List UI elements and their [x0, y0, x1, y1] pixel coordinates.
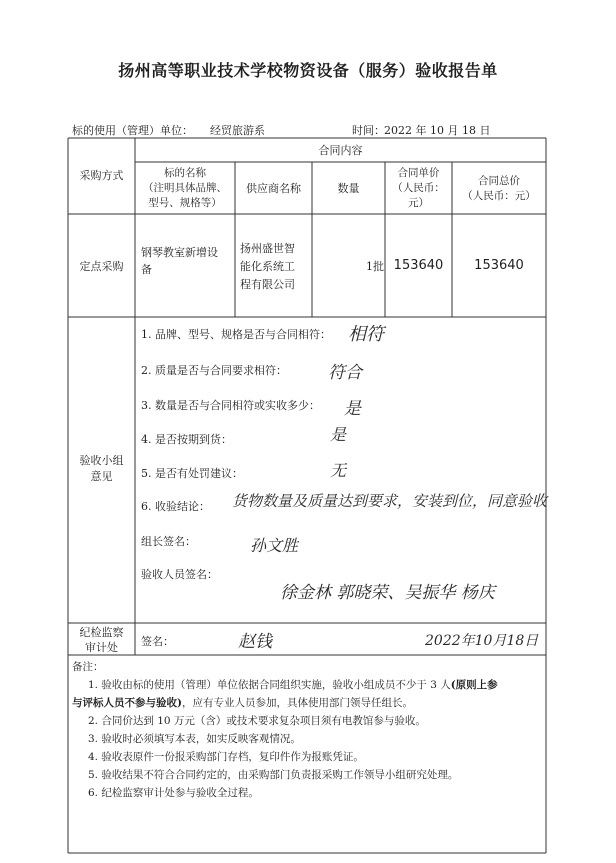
row-supplier: 扬州盛世智 能化系统工 程有限公司 [240, 242, 295, 291]
note-1: 1. 验收由标的使用（管理）单位依据合同组织实施，验收小组成员不少于 3 人(原则上参 [88, 679, 498, 691]
notes-heading: 备注： [72, 661, 104, 673]
time-value: 2022 年 10 月 18 日 [384, 124, 491, 137]
answer-brand: 相符 [348, 324, 384, 345]
header-quantity: 数量 [337, 182, 360, 195]
question-penalty: 5. 是否有处罚建议： [141, 467, 243, 480]
unit-value: 经贸旅游系 [210, 124, 265, 137]
supervision-label: 纪检监察 审计处 [79, 626, 124, 654]
leader-sign-label: 组长签名： [141, 535, 196, 548]
answer-quantity: 是 [344, 399, 361, 419]
question-conclusion: 6. 收验结论： [141, 500, 210, 513]
answer-quality: 符合 [328, 363, 362, 383]
leader-signature: 孙文胜 [250, 536, 299, 555]
header-purchase-method: 采购方式 [79, 169, 124, 182]
unit-label: 标的使用（管理）单位： [72, 124, 193, 137]
note-4: 4. 验收表原件一份报采购部门存档，复印件作为报账凭证。 [88, 751, 364, 763]
members-signature: 徐金林 郭晓荣、吴振华 杨庆 [280, 583, 495, 603]
note-2: 2. 合同价达到 10 万元（含）或技术要求复杂项目须有电教馆参与验收。 [88, 715, 426, 727]
time-label: 时间： [352, 124, 385, 137]
page-title: 扬州高等职业技术学校物资设备（服务）验收报告单 [118, 61, 498, 80]
row-item: 钢琴教室新增设 备 [141, 246, 218, 276]
members-sign-label: 验收人员签名： [141, 568, 218, 581]
note-6: 6. 纪检监察审计处参与验收全过程。 [88, 787, 259, 799]
header-item-name: 标的名称 （注明具体品牌、 型号、规格等） [143, 167, 227, 209]
row-total-price: 153640 [474, 258, 524, 273]
question-quality: 2. 质量是否与合同要求相符： [141, 364, 287, 377]
question-quantity: 3. 数量是否与合同相符或实收多少： [141, 399, 320, 412]
header-contract-content: 合同内容 [318, 144, 363, 157]
note-1-cont: 与评标人员不参与验收)，应有专业人员参加，具体使用部门领导任组长。 [72, 697, 413, 709]
supervision-signature: 赵钱 [238, 632, 272, 652]
header-unit-price: 合同单价 （人民币： 元） [392, 167, 445, 209]
row-method: 定点采购 [79, 260, 124, 273]
answer-conclusion: 货物数量及质量达到要求，安装到位，同意验收 [232, 492, 548, 510]
row-unit-price: 153640 [393, 258, 444, 273]
note-3: 3. 验收时必须填写本表，如实反映客观情况。 [88, 733, 301, 745]
supervision-date: 2022年10月18日 [425, 633, 539, 649]
note-5: 5. 验收结果不符合合同约定的，由采购部门负责报采购工作领导小组研究处理。 [88, 769, 459, 781]
header-supplier: 供应商名称 [246, 182, 301, 195]
question-brand: 1. 品牌、型号、规格是否与合同相符： [141, 328, 331, 341]
answer-on-time: 是 [330, 425, 347, 444]
answer-penalty: 无 [330, 461, 347, 480]
header-total-price: 合同总价 （人民币：元） [462, 175, 536, 202]
supervision-sign-label: 签名： [141, 635, 174, 648]
opinion-label: 验收小组 意见 [79, 454, 124, 483]
question-on-time: 4. 是否按期到货： [141, 433, 232, 446]
row-quantity: 1批 [366, 260, 384, 273]
